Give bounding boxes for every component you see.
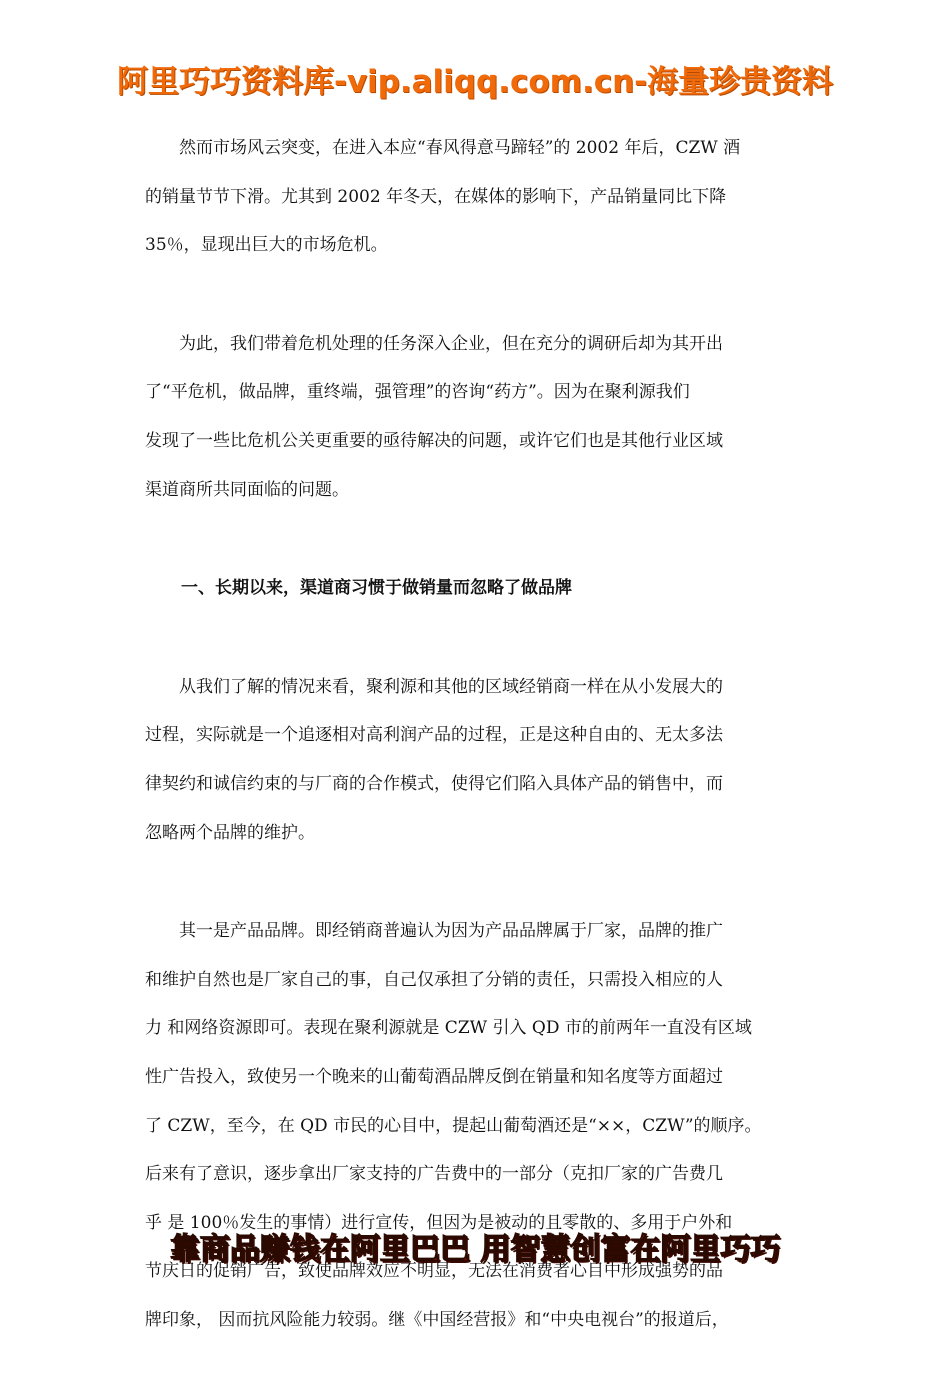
text-line: 后来有了意识，逐步拿出厂家支持的广告费中的一部分（克扣厂家的广告费几	[145, 1164, 723, 1185]
text-line: 力 和网络资源即可。表现在聚利源就是 CZW 引入 QD 市的前两年一直没有区域	[145, 1018, 752, 1039]
text-line: 乎 是 100％发生的事情）进行宣传，但因为是被动的且零散的、多用于户外和	[145, 1212, 733, 1233]
footer-watermark-banner: 靠商品赚钱在阿里巴巴 用智慧创富在阿里巧巧	[169, 1232, 781, 1267]
text-line: 然而市场风云突变，在进入本应“春风得意马蹄轻”的 2002 年后，CZW 酒	[145, 138, 741, 158]
header-watermark-banner: 阿里巧巧资料库-vip.aliqq.com.cn-海量珍贵资料	[116, 64, 834, 100]
text-line: 发现了一些比危机公关更重要的亟待解决的问题，或许它们也是其他行业区域	[145, 430, 723, 451]
paragraph-product-brand	[145, 907, 813, 1344]
text-line: 了“平危机，做品牌，重终端，强管理”的咨询“药方”。因为在聚利源我们	[145, 382, 690, 403]
text-line: 从我们了解的情况来看，聚利源和其他的区域经销商一样在从小发展大的	[145, 676, 723, 697]
text-line: 律契约和诚信约束的与厂商的合作模式，使得它们陷入具体产品的销售中，而	[145, 773, 723, 794]
text-line: 节庆日的促销广告，致使品牌效应不明显，无法在消费者心目中形成强势的品	[145, 1261, 723, 1282]
section-heading: 一、长期以来，渠道商习惯于做销量而忽略了做品牌	[181, 578, 572, 599]
text-line: 了 CZW，至今，在 QD 市民的心目中，提起山葡萄酒还是“××，CZW”的顺序。	[145, 1115, 762, 1136]
text-line: 其一是产品品牌。即经销商普遍认为因为产品品牌属于厂家，品牌的推广	[145, 921, 723, 942]
text-line: 的销量节节下滑。尤其到 2002 年冬天，在媒体的影响下，产品销量同比下降	[145, 186, 727, 207]
text-line: 忽略两个品牌的维护。	[145, 822, 315, 843]
text-line: 为此，我们带着危机处理的任务深入企业，但在充分的调研后却为其开出	[145, 333, 723, 354]
text-line: 性广告投入，致使另一个晚来的山葡萄酒品牌反倒在销量和知名度等方面超过	[145, 1066, 723, 1087]
paragraph-channel-dealers	[145, 663, 813, 857]
paragraph-market-crisis	[145, 124, 813, 270]
text-line: 牌印象， 因而抗风险能力较弱。继《中国经营报》和“中央电视台”的报道后，	[145, 1309, 729, 1330]
text-line: 渠道商所共同面临的问题。	[145, 479, 349, 500]
document-body	[145, 124, 813, 1394]
text-line: 35％，显现出巨大的市场危机。	[145, 235, 388, 256]
text-line: 过程，实际就是一个追逐相对高利润产品的过程，正是这种自由的、无太多法	[145, 725, 723, 746]
paragraph-consulting-prescription	[145, 320, 813, 514]
text-line: 和维护自然也是厂家自己的事，自己仅承担了分销的责任，只需投入相应的人	[145, 969, 723, 990]
